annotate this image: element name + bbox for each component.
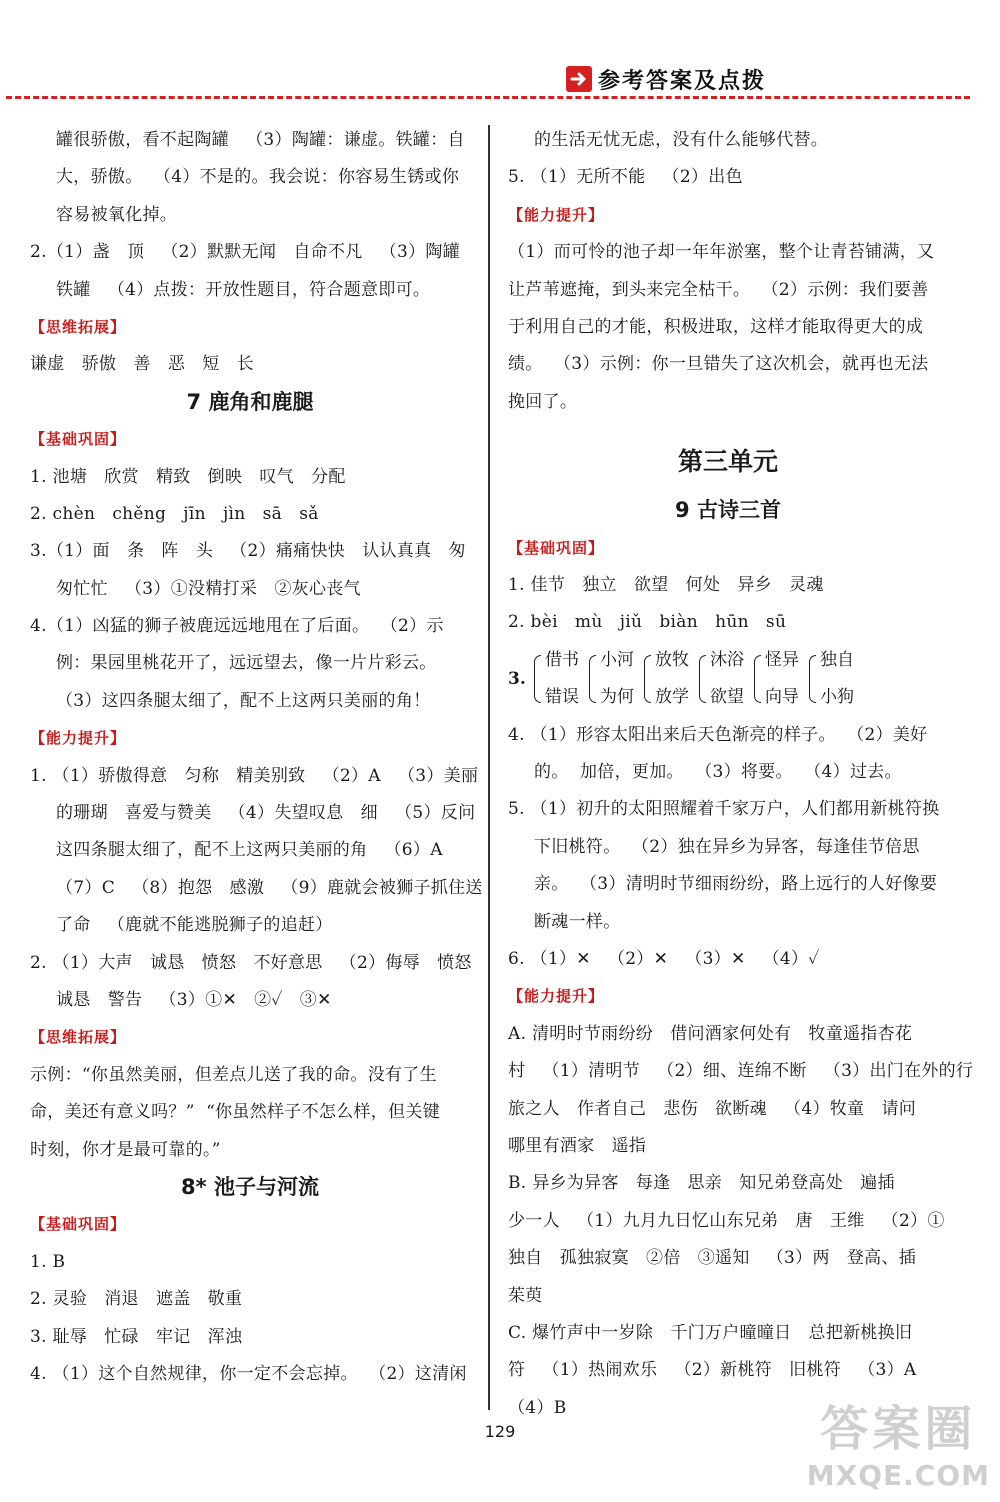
pair-word-top: 怪异 bbox=[765, 650, 799, 671]
pair-word-bottom: 小狗 bbox=[820, 687, 854, 708]
pair-word-top: 借书 bbox=[545, 650, 579, 671]
answer-line: 示例：“你虽然美丽，但差点儿送了我的命。没有了生 bbox=[30, 1064, 437, 1085]
word-pair bbox=[534, 642, 579, 716]
answer-line: 5. （1）无所不能 （2）出色 bbox=[508, 167, 743, 188]
watermark-text: 答案圈 bbox=[820, 1401, 977, 1457]
answer-line: 2.（1）盏 顶 （2）默默无闻 自命不凡 （3）陶罐 bbox=[30, 242, 461, 263]
answer-line: 1. 池塘 欣赏 精致 倒映 叹气 分配 bbox=[30, 466, 346, 487]
pair-word-bottom: 向导 bbox=[765, 687, 799, 708]
answer-line: （4）B bbox=[508, 1397, 567, 1418]
unit-3-title: 第三单元 bbox=[677, 447, 778, 477]
answer-line: 2. （1）大声 诚恳 愤怒 不好意思 （2）侮辱 愤怒 bbox=[30, 952, 472, 973]
answer-line: 独自 孤独寂寞 ②倍 ③遥知 （3）两 登高、插 bbox=[508, 1248, 917, 1269]
pair-word-top: 独自 bbox=[820, 650, 854, 671]
word-pair bbox=[699, 642, 744, 716]
page-number: 129 bbox=[484, 1422, 516, 1441]
answer-line: 村 （1）清明节 （2）细、连绵不断 （3）出门在外的行 bbox=[508, 1061, 974, 1082]
answer-line: 3.（1）面 条 阵 头 （2）痛痛快快 认认真真 匆 bbox=[30, 541, 466, 562]
answer-line: A. 清明时节雨纷纷 借问酒家何处有 牧童遥指杏花 bbox=[508, 1023, 913, 1044]
answer-line: 4. （1）这个自然规律，你一定不会忘掉。 （2）这清闲 bbox=[30, 1363, 467, 1384]
brace-icon bbox=[644, 655, 651, 703]
lesson-7-title: 7 鹿角和鹿腿 bbox=[186, 389, 314, 414]
answer-line: 1. B bbox=[30, 1251, 66, 1272]
basic-tag: 【基础巩固】 bbox=[30, 1215, 127, 1234]
answer-line: 4. （1）形容太阳出来后天色渐亮的样子。 （2）美好 bbox=[508, 724, 928, 745]
answer-line: 2. chèn chěng jīn jìn sā sǎ bbox=[30, 503, 319, 524]
pair-word-top: 沐浴 bbox=[710, 650, 744, 671]
header-title: 参考答案及点拨 bbox=[598, 68, 767, 94]
header-dashed-rule bbox=[6, 96, 970, 99]
answer-line: 1. 佳节 独立 欲望 何处 异乡 灵魂 bbox=[508, 574, 824, 595]
answer-line: B. 异乡为异客 每逢 思亲 知兄弟登高处 遍插 bbox=[508, 1173, 895, 1194]
ability-tag: 【能力提升】 bbox=[30, 729, 127, 748]
answer-line: 6. （1）✕ （2）✕ （3）✕ （4）✓ bbox=[508, 949, 820, 970]
answer-line: 2. 灵验 消退 遮盖 敬重 bbox=[30, 1289, 243, 1310]
word-pair bbox=[644, 642, 689, 716]
watermark-url: MXQE.COM bbox=[806, 1459, 990, 1492]
brace-icon bbox=[534, 655, 541, 703]
ability-tag: 【能力提升】 bbox=[508, 987, 605, 1006]
pair-word-bottom: 欲望 bbox=[710, 687, 744, 708]
thinking-tag: 【思维拓展】 bbox=[30, 317, 127, 336]
answer-line: 于利用自己的才能，积极进取，这样才能取得更大的成 bbox=[508, 316, 924, 337]
word-pair bbox=[754, 642, 799, 716]
thinking-tag: 【思维拓展】 bbox=[30, 1028, 127, 1047]
answer-line: 谦虚 骄傲 善 恶 短 长 bbox=[30, 354, 254, 375]
page-header bbox=[566, 64, 766, 94]
answer-line: 下旧桃符。 （2）独在异乡为异客，每逢佳节倍思 bbox=[534, 836, 920, 857]
pair-word-bottom: 放学 bbox=[655, 687, 689, 708]
answer-line: 茱萸 bbox=[508, 1285, 543, 1306]
answer-line: 旅之人 作者自己 悲伤 欲断魂 （4）牧童 请问 bbox=[508, 1098, 917, 1119]
answer-line: 2. bèi mù jiǔ biàn hūn sū bbox=[508, 612, 787, 633]
word-pairs-row bbox=[508, 642, 948, 717]
word-pair bbox=[809, 642, 854, 716]
answer-line: 的珊瑚 喜爱与赞美 （4）失望叹息 细 （5）反问 bbox=[56, 803, 476, 824]
right-column bbox=[508, 122, 974, 1427]
answer-line: 少一人 （1）九月九日忆山东兄弟 唐 王维 （2）① bbox=[508, 1210, 945, 1231]
answer-line: 符 （1）热闹欢乐 （2）新桃符 旧桃符 （3）A bbox=[508, 1360, 917, 1381]
basic-tag: 【基础巩固】 bbox=[508, 538, 605, 557]
answer-line: 哪里有酒家 遥指 bbox=[508, 1135, 647, 1156]
brace-icon bbox=[754, 655, 761, 703]
pair-word-top: 小河 bbox=[600, 650, 634, 671]
answer-line: （7）C （8）抱怨 感激 （9）鹿就会被狮子抓住送 bbox=[56, 877, 483, 898]
answer-line: 例：果园里桃花开了，远远望去，像一片片彩云。 bbox=[56, 653, 437, 674]
answer-line: C. 爆竹声中一岁除 千门万户曈曈日 总把新桃换旧 bbox=[508, 1322, 913, 1343]
answer-line: 的生活无忧无虑，没有什么能够代替。 bbox=[534, 130, 829, 150]
brace-icon bbox=[699, 655, 706, 703]
pair-word-bottom: 错误 bbox=[545, 687, 579, 708]
answer-line: 这四条腿太细了，配不上这两只美丽的角 （6）A bbox=[56, 840, 443, 861]
answer-line: 铁罐 （4）点拨：开放性题目，符合题意即可。 bbox=[56, 279, 431, 300]
answer-line: 诚恳 警告 （3）①✕ ②✓ ③✕ bbox=[56, 989, 332, 1010]
answer-line: 5. （1）初升的太阳照耀着千家万户，人们都用新桃符换 bbox=[508, 799, 940, 820]
answer-line: （3）这四条腿太细了，配不上这两只美丽的角！ bbox=[56, 690, 431, 711]
brace-icon bbox=[809, 655, 816, 703]
arrow-right-icon bbox=[566, 66, 592, 92]
ability-tag: 【能力提升】 bbox=[508, 205, 605, 224]
brace-icon bbox=[589, 655, 596, 703]
word-pair bbox=[589, 642, 634, 716]
pair-word-top: 放牧 bbox=[655, 650, 689, 671]
answer-line: 时刻，你才是最可靠的。” bbox=[30, 1139, 221, 1160]
answer-line: 容易被氧化掉。 bbox=[56, 204, 178, 225]
answer-line: 匆忙忙 （3）①没精打采 ②灰心丧气 bbox=[56, 578, 361, 599]
column-divider bbox=[488, 125, 490, 1410]
answer-line: 4.（1）凶猛的狮子被鹿远远地甩在了后面。 （2）示 bbox=[30, 616, 444, 637]
answer-line: 绩。 （3）示例：你一旦错失了这次机会，就再也无法 bbox=[508, 354, 929, 375]
answer-line: 命，美还有意义吗？” “你虽然样子不怎么样，但关键 bbox=[30, 1102, 440, 1123]
basic-tag: 【基础巩固】 bbox=[30, 430, 127, 449]
answer-line: 1. （1）骄傲得意 匀称 精美别致 （2）A （3）美丽 bbox=[30, 765, 479, 786]
answer-line: 罐很骄傲，看不起陶罐 （3）陶罐：谦虚。铁罐：自 bbox=[56, 130, 465, 150]
left-column bbox=[30, 122, 483, 1393]
answer-line: 让芦苇遮掩，到头来完全枯干。 （2）示例：我们要善 bbox=[508, 279, 929, 300]
lesson-8-title: 8* 池子与河流 bbox=[181, 1174, 319, 1199]
answer-line: （1）而可怜的池子却一年年淤塞，整个让青苔铺满，又 bbox=[508, 242, 935, 263]
answer-line: 了命 （鹿就不能逃脱狮子的追赶） bbox=[56, 915, 333, 936]
pair-word-bottom: 为何 bbox=[600, 687, 634, 708]
answer-line: 3. 耻辱 忙碌 牢记 浑浊 bbox=[30, 1326, 243, 1347]
question-number: 3. bbox=[508, 669, 526, 690]
lesson-9-title: 9 古诗三首 bbox=[675, 498, 781, 523]
answer-line: 的。 加倍，更加。 （3）将要。 （4）过去。 bbox=[534, 762, 902, 783]
watermark-logo bbox=[807, 1390, 990, 1492]
answer-line: 挽回了。 bbox=[508, 391, 578, 412]
answer-line: 断魂一样。 bbox=[534, 911, 621, 932]
answer-line: 大，骄傲。 （4）不是的。我会说：你容易生锈或你 bbox=[56, 167, 460, 188]
answer-line: 亲。 （3）清明时节细雨纷纷，路上远行的人好像要 bbox=[534, 874, 938, 895]
